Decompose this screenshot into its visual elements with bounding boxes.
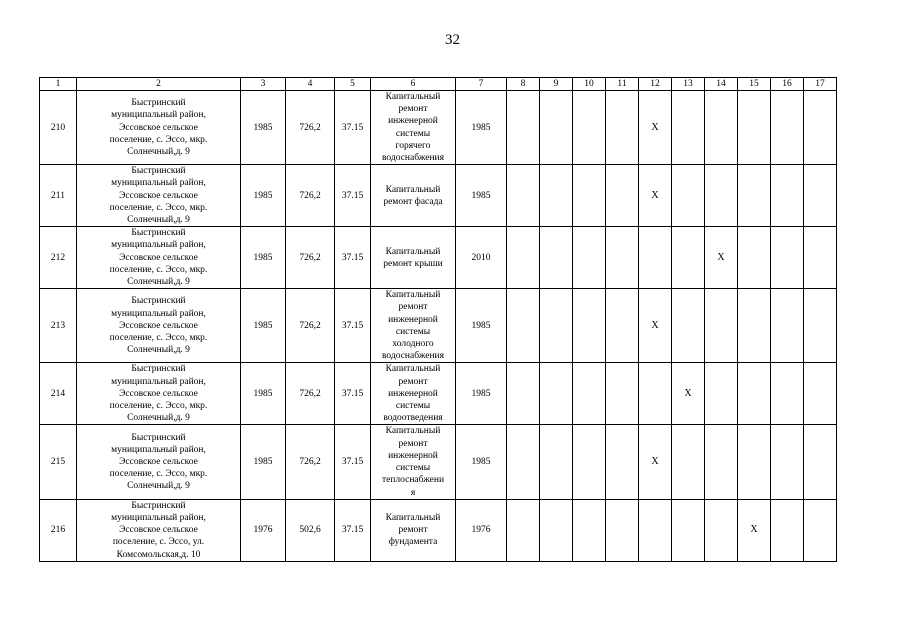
- column-header-7: 7: [456, 78, 507, 91]
- mark-cell-col-11: [606, 425, 639, 499]
- table-row: [40, 363, 837, 425]
- mark-cell-col-14: X: [705, 227, 738, 289]
- mark-cell-col-8: [507, 289, 540, 363]
- code-cell: 37.15: [335, 227, 371, 289]
- construction-year-cell: 1985: [241, 227, 286, 289]
- mark-cell-col-11: [606, 165, 639, 227]
- plan-year-cell: 1985: [456, 363, 507, 425]
- address-cell: Быстринский муниципальный район, Эссовское сельское поселение, с. Эссо, ул. Комсомольская,д. 10: [77, 499, 241, 561]
- table-row: [40, 165, 837, 227]
- mark-cell-col-15: [738, 227, 771, 289]
- column-header-3: 3: [241, 78, 286, 91]
- mark-cell-col-13: [672, 499, 705, 561]
- column-header-9: 9: [540, 78, 573, 91]
- table-row: [40, 499, 837, 561]
- address-cell: Быстринский муниципальный район, Эссовское сельское поселение, с. Эссо, мкр. Солнечный,д. 9: [77, 165, 241, 227]
- work-type-cell: Капитальный ремонт инженерной системы водоотведения: [371, 363, 456, 425]
- mark-cell-col-17: [804, 91, 837, 165]
- row-number: 210: [40, 91, 77, 165]
- area-cell: 726,2: [286, 289, 335, 363]
- column-header-14: 14: [705, 78, 738, 91]
- address-cell: Быстринский муниципальный район, Эссовское сельское поселение, с. Эссо, мкр. Солнечный,д. 9: [77, 289, 241, 363]
- mark-cell-col-17: [804, 289, 837, 363]
- mark-cell-col-12: X: [639, 165, 672, 227]
- mark-cell-col-14: [705, 425, 738, 499]
- mark-cell-col-10: [573, 227, 606, 289]
- mark-cell-col-10: [573, 91, 606, 165]
- mark-cell-col-14: [705, 91, 738, 165]
- mark-cell-col-17: [804, 227, 837, 289]
- mark-cell-col-17: [804, 363, 837, 425]
- construction-year-cell: 1985: [241, 363, 286, 425]
- mark-cell-col-13: [672, 425, 705, 499]
- column-header-5: 5: [335, 78, 371, 91]
- area-cell: 726,2: [286, 363, 335, 425]
- construction-year-cell: 1985: [241, 425, 286, 499]
- column-header-8: 8: [507, 78, 540, 91]
- mark-cell-col-17: [804, 425, 837, 499]
- row-number: 211: [40, 165, 77, 227]
- mark-cell-col-13: X: [672, 363, 705, 425]
- column-header-16: 16: [771, 78, 804, 91]
- mark-cell-col-9: [540, 227, 573, 289]
- mark-cell-col-9: [540, 91, 573, 165]
- column-header-1: 1: [40, 78, 77, 91]
- plan-year-cell: 2010: [456, 227, 507, 289]
- column-header-17: 17: [804, 78, 837, 91]
- mark-cell-col-8: [507, 91, 540, 165]
- column-header-2: 2: [77, 78, 241, 91]
- mark-cell-col-10: [573, 425, 606, 499]
- mark-cell-col-16: [771, 499, 804, 561]
- mark-cell-col-10: [573, 289, 606, 363]
- table-row: [40, 289, 837, 363]
- mark-cell-col-16: [771, 91, 804, 165]
- mark-cell-col-11: [606, 91, 639, 165]
- construction-year-cell: 1985: [241, 91, 286, 165]
- mark-cell-col-12: [639, 363, 672, 425]
- mark-cell-col-16: [771, 289, 804, 363]
- area-cell: 726,2: [286, 91, 335, 165]
- work-type-cell: Капитальный ремонт фундамента: [371, 499, 456, 561]
- mark-cell-col-12: [639, 227, 672, 289]
- mark-cell-col-13: [672, 227, 705, 289]
- work-type-cell: Капитальный ремонт инженерной системы холодного водоснабжения: [371, 289, 456, 363]
- mark-cell-col-9: [540, 289, 573, 363]
- construction-year-cell: 1985: [241, 165, 286, 227]
- capital-repair-table: [39, 77, 837, 562]
- area-cell: 502,6: [286, 499, 335, 561]
- code-cell: 37.15: [335, 165, 371, 227]
- mark-cell-col-12: X: [639, 425, 672, 499]
- table-row: [40, 91, 837, 165]
- mark-cell-col-14: [705, 499, 738, 561]
- mark-cell-col-17: [804, 165, 837, 227]
- row-number: 216: [40, 499, 77, 561]
- mark-cell-col-12: X: [639, 289, 672, 363]
- column-header-10: 10: [573, 78, 606, 91]
- column-header-4: 4: [286, 78, 335, 91]
- address-cell: Быстринский муниципальный район, Эссовское сельское поселение, с. Эссо, мкр. Солнечный,д. 9: [77, 227, 241, 289]
- work-type-cell: Капитальный ремонт фасада: [371, 165, 456, 227]
- mark-cell-col-8: [507, 227, 540, 289]
- mark-cell-col-13: [672, 91, 705, 165]
- mark-cell-col-16: [771, 425, 804, 499]
- mark-cell-col-15: [738, 363, 771, 425]
- mark-cell-col-8: [507, 425, 540, 499]
- area-cell: 726,2: [286, 165, 335, 227]
- row-number: 215: [40, 425, 77, 499]
- row-number: 213: [40, 289, 77, 363]
- area-cell: 726,2: [286, 425, 335, 499]
- address-cell: Быстринский муниципальный район, Эссовское сельское поселение, с. Эссо, мкр. Солнечный,д. 9: [77, 425, 241, 499]
- mark-cell-col-12: [639, 499, 672, 561]
- code-cell: 37.15: [335, 499, 371, 561]
- mark-cell-col-9: [540, 363, 573, 425]
- mark-cell-col-15: [738, 91, 771, 165]
- work-type-cell: Капитальный ремонт инженерной системы теплоснабжени я: [371, 425, 456, 499]
- plan-year-cell: 1985: [456, 425, 507, 499]
- mark-cell-col-14: [705, 289, 738, 363]
- column-header-15: 15: [738, 78, 771, 91]
- code-cell: 37.15: [335, 91, 371, 165]
- work-type-cell: Капитальный ремонт крыши: [371, 227, 456, 289]
- table-row: [40, 425, 837, 499]
- mark-cell-col-17: [804, 499, 837, 561]
- address-cell: Быстринский муниципальный район, Эссовское сельское поселение, с. Эссо, мкр. Солнечный,д. 9: [77, 91, 241, 165]
- column-header-6: 6: [371, 78, 456, 91]
- mark-cell-col-14: [705, 363, 738, 425]
- work-type-cell: Капитальный ремонт инженерной системы горячего водоснабжения: [371, 91, 456, 165]
- column-header-11: 11: [606, 78, 639, 91]
- mark-cell-col-11: [606, 227, 639, 289]
- code-cell: 37.15: [335, 363, 371, 425]
- mark-cell-col-13: [672, 289, 705, 363]
- mark-cell-col-13: [672, 165, 705, 227]
- mark-cell-col-10: [573, 499, 606, 561]
- mark-cell-col-8: [507, 165, 540, 227]
- mark-cell-col-11: [606, 499, 639, 561]
- address-cell: Быстринский муниципальный район, Эссовское сельское поселение, с. Эссо, мкр. Солнечный,д. 9: [77, 363, 241, 425]
- plan-year-cell: 1976: [456, 499, 507, 561]
- plan-year-cell: 1985: [456, 165, 507, 227]
- column-header-12: 12: [639, 78, 672, 91]
- mark-cell-col-9: [540, 165, 573, 227]
- mark-cell-col-16: [771, 363, 804, 425]
- row-number: 212: [40, 227, 77, 289]
- mark-cell-col-15: [738, 165, 771, 227]
- table-row: [40, 227, 837, 289]
- plan-year-cell: 1985: [456, 289, 507, 363]
- mark-cell-col-10: [573, 165, 606, 227]
- mark-cell-col-16: [771, 165, 804, 227]
- area-cell: 726,2: [286, 227, 335, 289]
- column-header-13: 13: [672, 78, 705, 91]
- mark-cell-col-14: [705, 165, 738, 227]
- row-number: 214: [40, 363, 77, 425]
- mark-cell-col-11: [606, 289, 639, 363]
- mark-cell-col-11: [606, 363, 639, 425]
- mark-cell-col-9: [540, 499, 573, 561]
- mark-cell-col-8: [507, 363, 540, 425]
- mark-cell-col-8: [507, 499, 540, 561]
- mark-cell-col-9: [540, 425, 573, 499]
- mark-cell-col-10: [573, 363, 606, 425]
- code-cell: 37.15: [335, 425, 371, 499]
- plan-year-cell: 1985: [456, 91, 507, 165]
- mark-cell-col-15: [738, 289, 771, 363]
- page-number: 32: [445, 32, 460, 48]
- column-number-header: [40, 78, 837, 91]
- mark-cell-col-16: [771, 227, 804, 289]
- mark-cell-col-12: X: [639, 91, 672, 165]
- mark-cell-col-15: X: [738, 499, 771, 561]
- code-cell: 37.15: [335, 289, 371, 363]
- construction-year-cell: 1976: [241, 499, 286, 561]
- construction-year-cell: 1985: [241, 289, 286, 363]
- mark-cell-col-15: [738, 425, 771, 499]
